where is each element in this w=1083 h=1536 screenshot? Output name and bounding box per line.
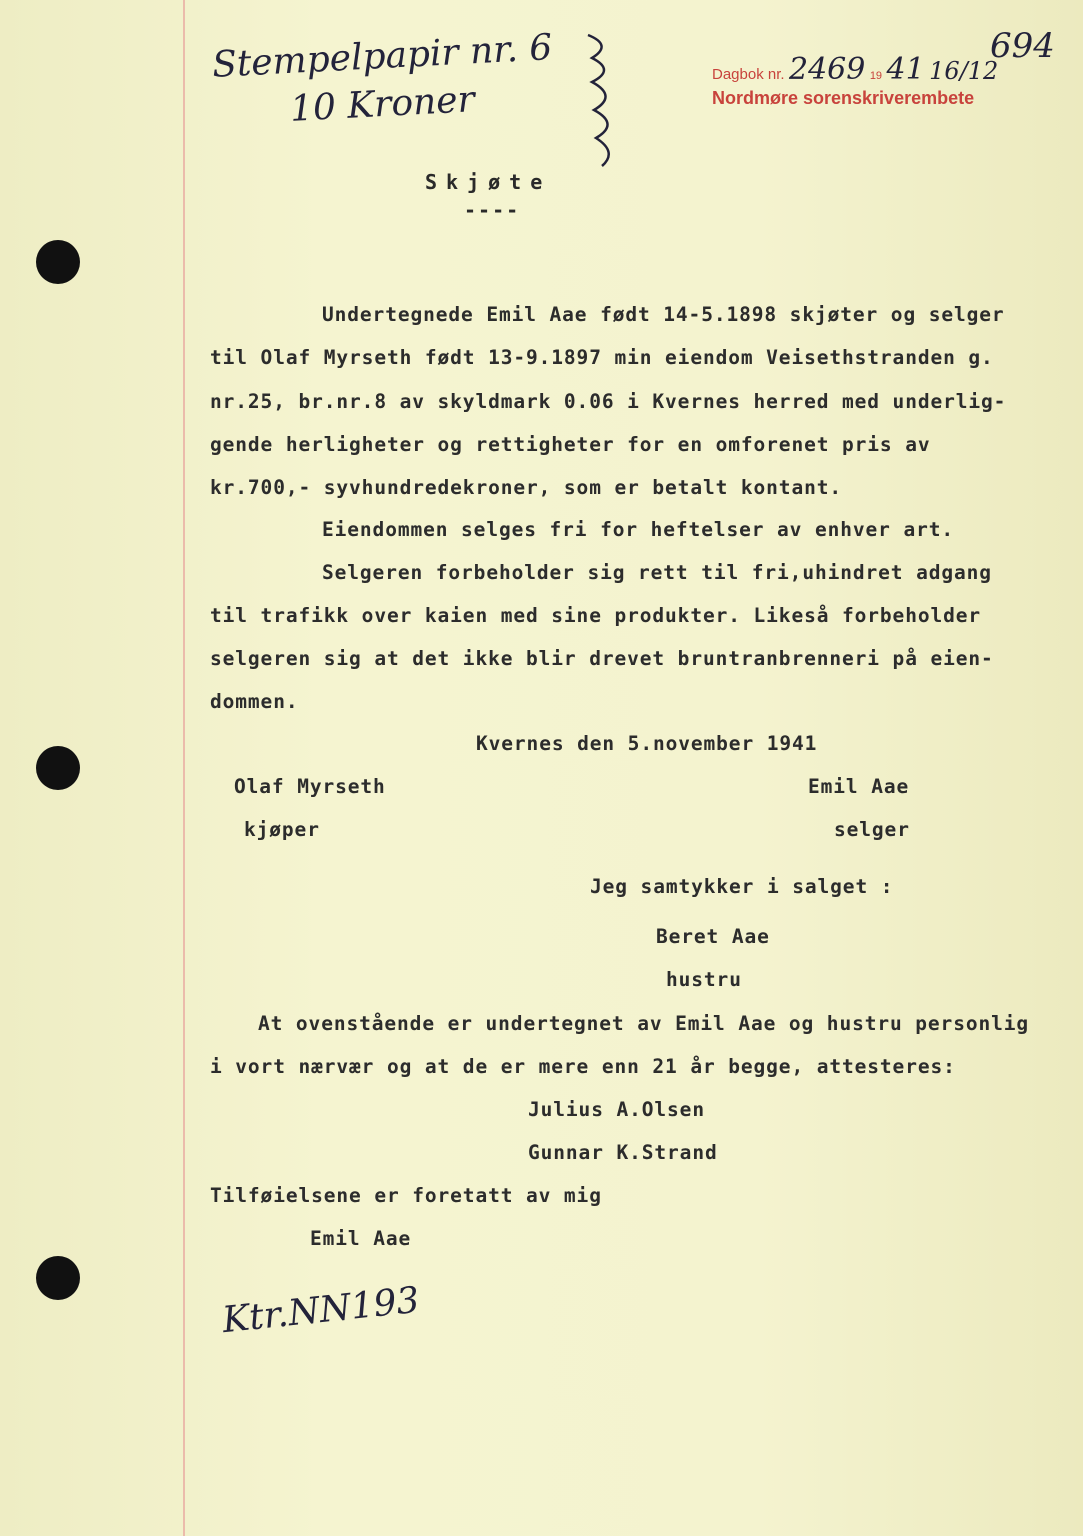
dagbok-stamp — [712, 52, 998, 87]
dagbok-number: 2469 — [789, 52, 866, 87]
addendum-signature: Emil Aae — [310, 1227, 412, 1250]
buyer-role: kjøper — [244, 818, 320, 841]
punch-hole-middle — [36, 746, 80, 790]
dagbok-date: 16/12 — [929, 57, 999, 85]
consent-role: hustru — [666, 968, 742, 991]
body-line: til Olaf Myrseth født 13-9.1897 min eiendom Veisethstranden g. — [210, 346, 994, 369]
body-line: til trafikk over kaien med sine produkter. Likeså forbeholder — [210, 604, 982, 627]
witness-name: Julius A.Olsen — [528, 1098, 705, 1121]
attestation-line: At ovenstående er undertegnet av Emil Aae og hustru personlig — [258, 1012, 1030, 1035]
seller-role: selger — [834, 818, 910, 841]
margin-rule — [183, 0, 185, 1536]
title-underline: ---- — [464, 198, 521, 222]
body-line: selgeren sig at det ikke blir drevet bruntranbrenneri på eien- — [210, 647, 994, 670]
page-number: 694 — [990, 26, 1055, 66]
body-line: gende herligheter og rettigheter for en omforenet pris av — [210, 433, 931, 456]
body-line: Undertegnede Emil Aae født 14-5.1898 skjøter og selger — [322, 303, 1005, 326]
consent-name: Beret Aae — [656, 925, 770, 948]
body-line: Selgeren forbeholder sig rett til fri,uhindret adgang — [322, 561, 992, 584]
body-line: dommen. — [210, 690, 299, 713]
addendum-text: Tilføielsene er foretatt av mig — [210, 1184, 602, 1207]
body-line: nr.25, br.nr.8 av skyldmark 0.06 i Kvernes herred med underlig- — [210, 390, 1007, 413]
body-line: Eiendommen selges fri for heftelser av enhver art. — [322, 518, 954, 541]
stamp-paper-note-line1: Stempelpapir nr. 6 — [211, 27, 554, 86]
handwritten-squiggle — [578, 30, 628, 170]
consent-text: Jeg samtykker i salget : — [590, 875, 894, 898]
seller-name: Emil Aae — [808, 775, 910, 798]
place-date: Kvernes den 5.november 1941 — [476, 732, 818, 755]
dagbok-year-prefix: 19 — [869, 70, 883, 82]
office-stamp: Nordmøre sorenskriverembete — [712, 88, 975, 108]
document-title: Skjøte — [425, 170, 552, 194]
margin-note: Ktr.NN193 — [220, 1279, 422, 1342]
punch-hole-bottom — [36, 1256, 80, 1300]
punch-hole-top — [36, 240, 80, 284]
body-line: kr.700,- syvhundredekroner, som er betalt kontant. — [210, 476, 842, 499]
stamp-paper-note-line2: 10 Kroner — [289, 79, 476, 130]
dagbok-label: Dagbok nr. — [712, 66, 785, 83]
attestation-line: i vort nærvær og at de er mere enn 21 år begge, attesteres: — [210, 1055, 956, 1078]
dagbok-year: 41 — [886, 52, 925, 87]
witness-name: Gunnar K.Strand — [528, 1141, 718, 1164]
buyer-name: Olaf Myrseth — [234, 775, 386, 798]
